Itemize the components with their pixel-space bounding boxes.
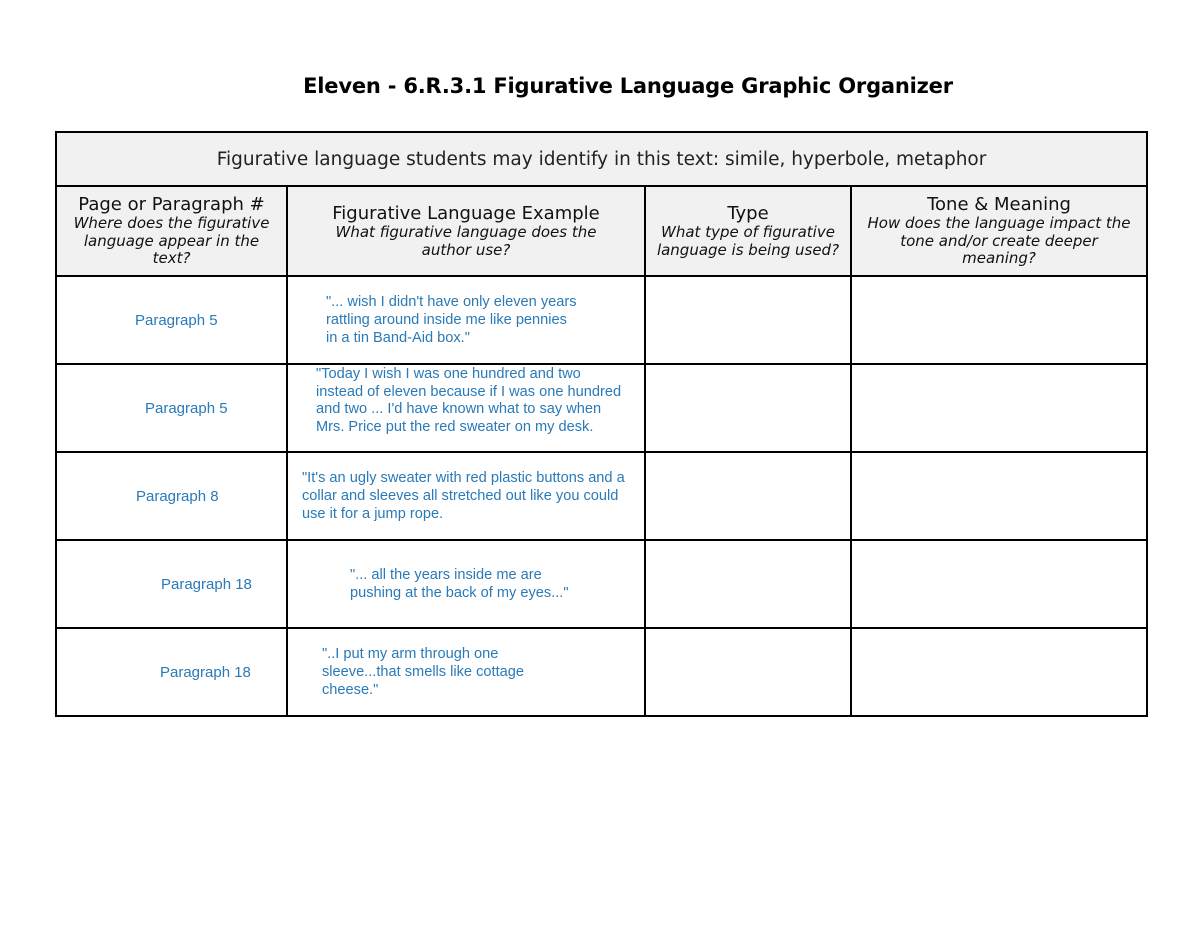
figurative-example: "..I put my arm through one sleeve...that smells like cottage cheese." [322,646,524,698]
type-cell[interactable] [645,276,851,364]
banner-text: Figurative language students may identify in this text: simile, hyperbole, metaphor [216,148,987,170]
location-cell [56,276,287,364]
figurative-example: "It's an ugly sweater with red plastic buttons and a collar and sleeves all stretched out like you could use it for a jump rope. [302,470,625,522]
location-cell [56,364,287,452]
location-cell [56,452,287,540]
header-location-prompt: Where does the figurative language appear in the text? [73,214,270,268]
table-row [56,452,1147,540]
example-clip [288,365,644,451]
location-cell [56,540,287,628]
paragraph-location: Paragraph 18 [161,575,252,593]
header-meaning-prompt: How does the language impact the tone and/or create deeper meaning? [867,214,1131,268]
header-meaning [851,186,1147,276]
type-cell[interactable] [645,628,851,716]
header-location-title: Page or Paragraph # [78,193,265,215]
table-row [56,364,1147,452]
paragraph-location: Paragraph 8 [136,487,219,505]
header-meaning-title: Tone & Meaning [927,193,1071,215]
graphic-organizer-table [55,131,1148,717]
example-cell [287,628,645,716]
header-example-title: Figurative Language Example [332,202,600,224]
paragraph-location: Paragraph 5 [145,399,228,417]
table-row [56,276,1147,364]
meaning-cell[interactable] [851,628,1147,716]
table-row [56,540,1147,628]
meaning-cell[interactable] [851,364,1147,452]
type-cell[interactable] [645,452,851,540]
meaning-cell[interactable] [851,540,1147,628]
example-cell [287,364,645,452]
header-location [56,186,287,276]
example-cell [287,452,645,540]
header-example [287,186,645,276]
meaning-cell[interactable] [851,452,1147,540]
type-cell[interactable] [645,540,851,628]
figurative-language-banner [56,132,1147,186]
type-cell[interactable] [645,364,851,452]
location-cell [56,628,287,716]
paragraph-location: Paragraph 18 [160,663,251,681]
header-example-prompt: What figurative language does the author use? [335,222,597,259]
table-row [56,628,1147,716]
meaning-cell[interactable] [851,276,1147,364]
figurative-example: "Today I wish I was one hundred and two instead of eleven because if I was one hundred and two ... I'd have known what to say when Mrs. Price put the red sweater on my desk. [316,366,622,435]
figurative-example: "... wish I didn't have only eleven years rattling around inside me like pennies in a tin Band-Aid box." [326,294,577,346]
banner-row [56,132,1147,186]
header-row [56,186,1147,276]
example-cell [287,276,645,364]
header-type [645,186,851,276]
figurative-example: "... all the years inside me are pushing at the back of my eyes..." [350,567,569,601]
document-title: Eleven - 6.R.3.1 Figurative Language Graphic Organizer [303,74,953,98]
paragraph-location: Paragraph 5 [135,311,218,329]
header-type-title: Type [727,202,769,224]
example-cell [287,540,645,628]
header-type-prompt: What type of figurative language is being used? [656,222,840,259]
